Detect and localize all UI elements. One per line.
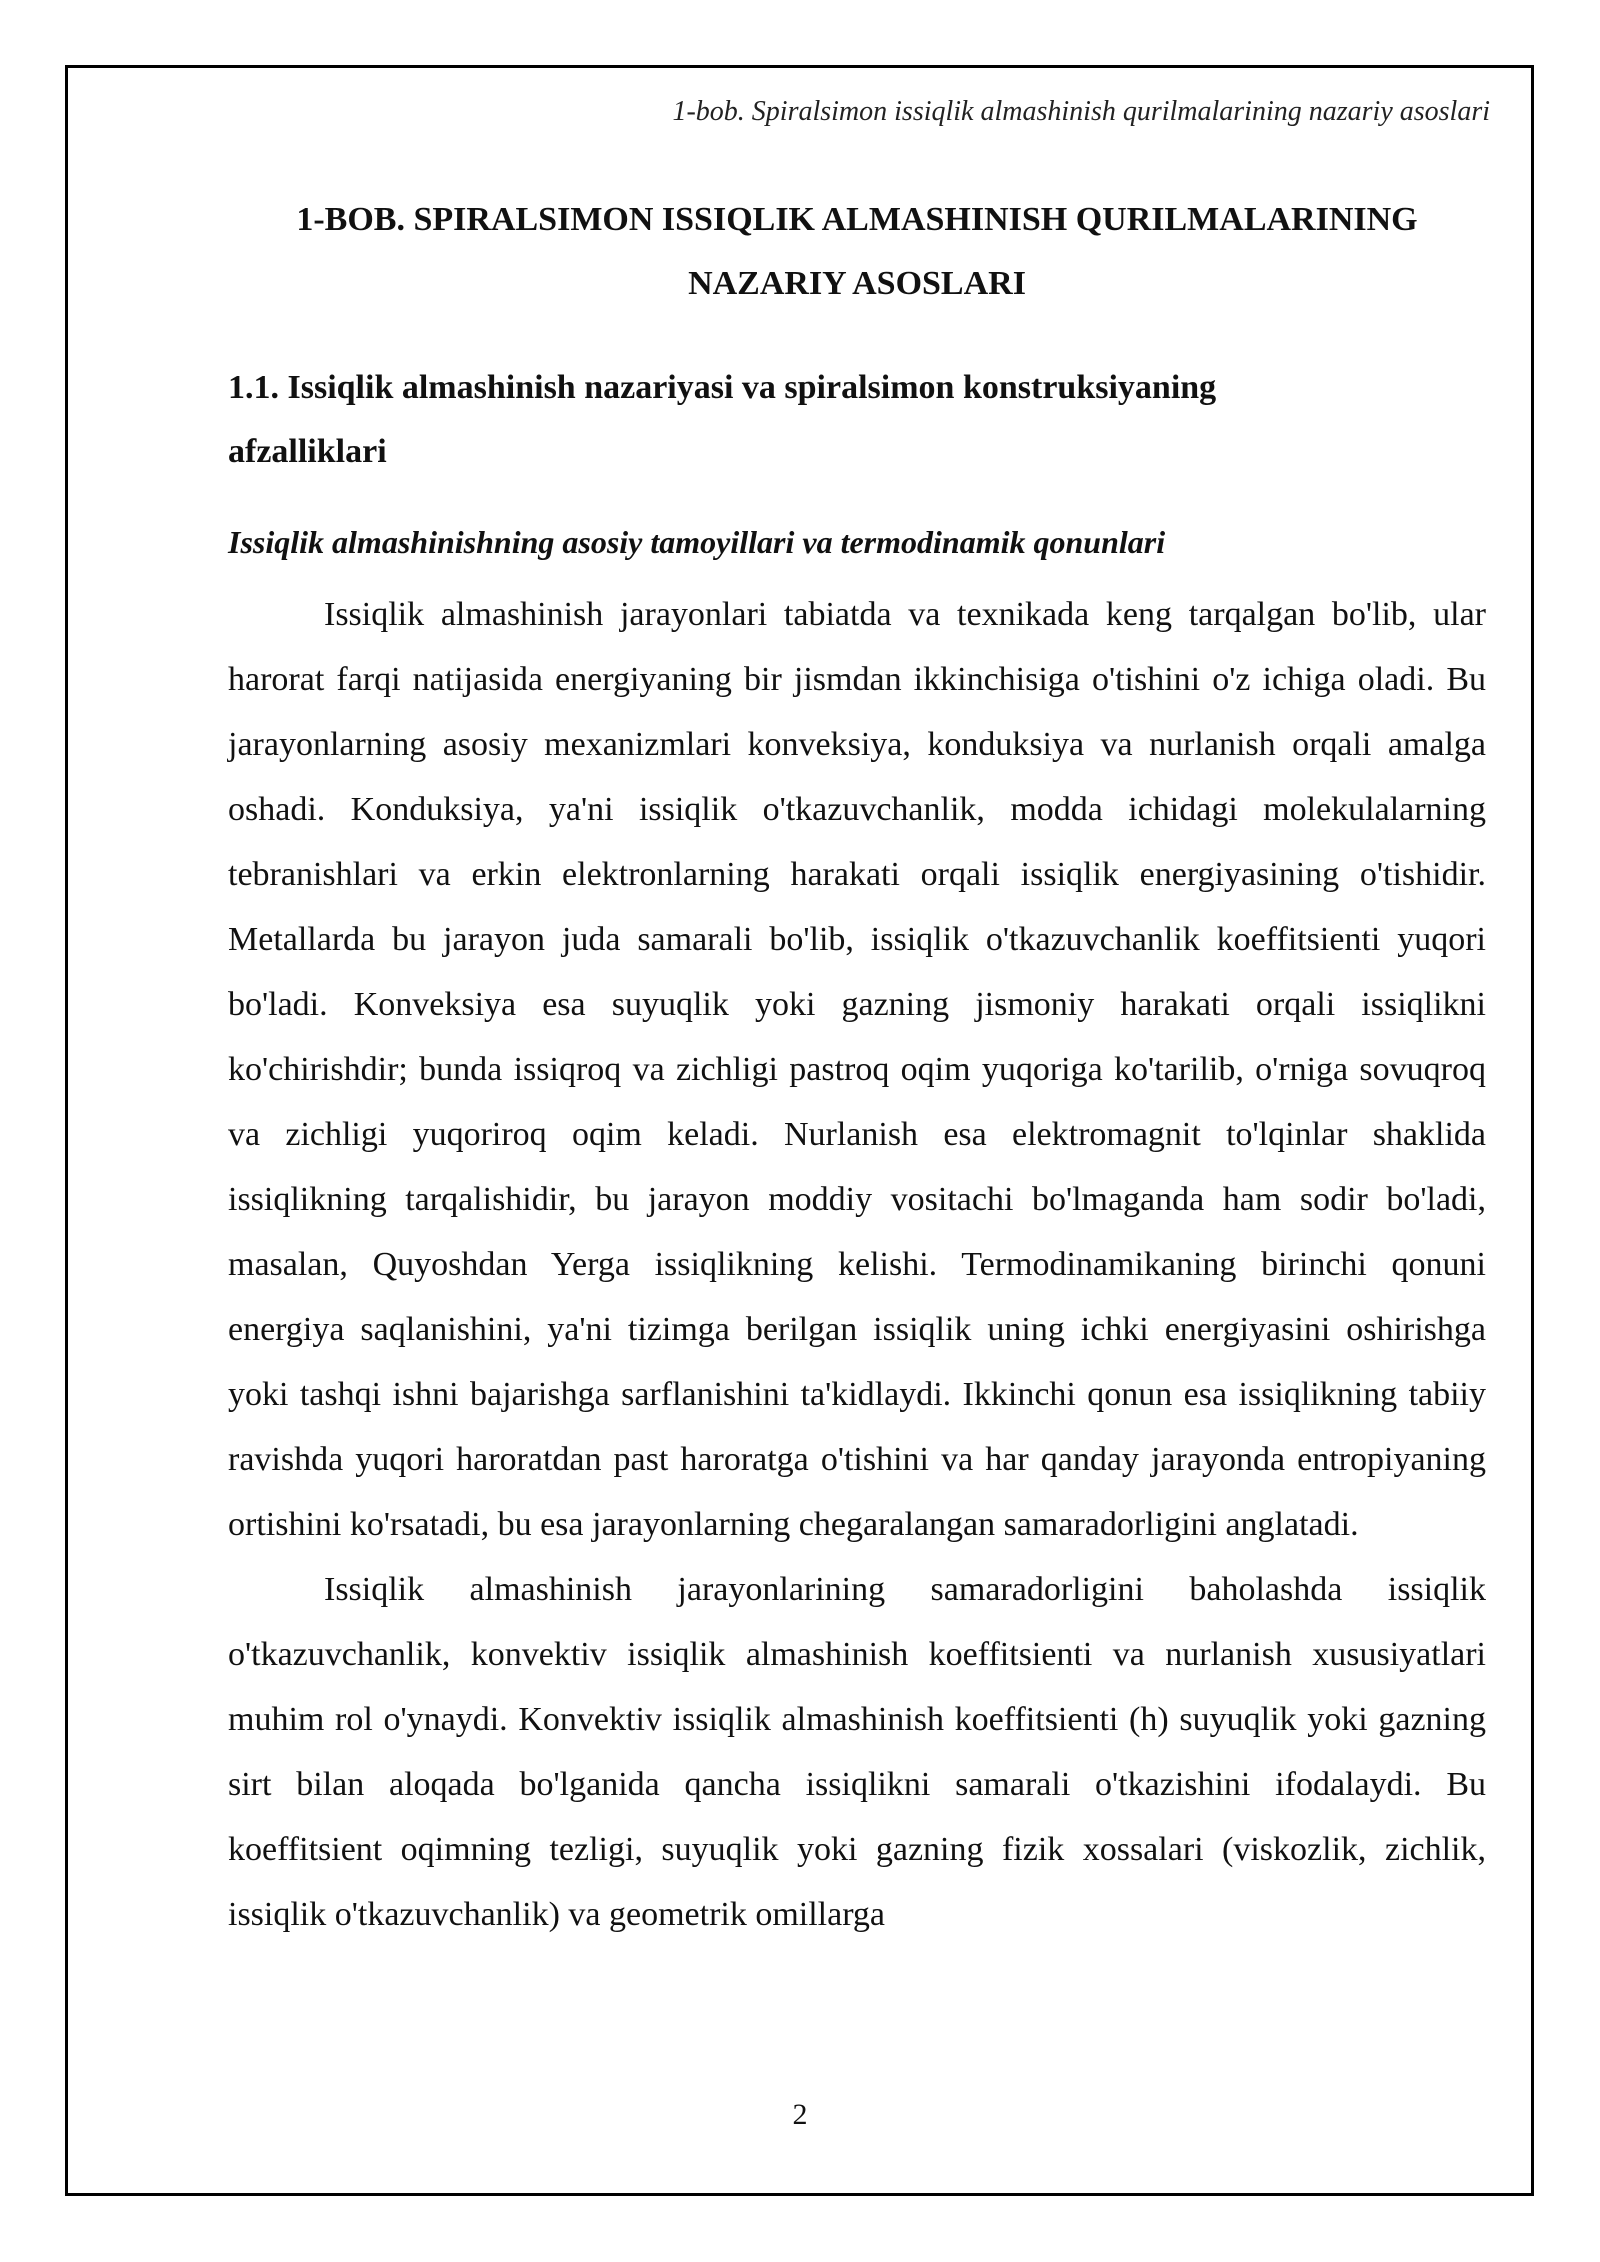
running-header: 1-bob. Spiralsimon issiqlik almashinish qurilmalarining nazariy asoslari bbox=[672, 96, 1490, 127]
page-number: 2 bbox=[792, 2098, 808, 2131]
subsection-title: Issiqlik almashinishning asosiy tamoyillari va termodinamik qonunlari bbox=[228, 524, 1166, 560]
chapter-title-line-1: 1-BOB. SPIRALSIMON ISSIQLIK ALMASHINISH QURILMALARINING bbox=[296, 201, 1418, 238]
section-title bbox=[228, 356, 1486, 484]
chapter-title-line-2: NAZARIY ASOSLARI bbox=[688, 265, 1026, 302]
paragraph-1: Issiqlik almashinish jarayonlari tabiatda va texnikada keng tarqalgan bo'lib, ular harorat farqi natijasida energiyaning bir jismdan ikkinchisiga o'tishini o'z ichiga oladi. Bu jarayonlarning asosiy mexanizmlari konveksiya, konduksiya va nurlanish orqali amalga oshadi. Konduksiya, ya'ni issiqlik o'tkazuvchanlik, modda ichidagi molekulalarning tebranishlari va erkin elektronlarning harakati orqali issiqlik energiyasining o'tishidir. Metallarda bu jarayon juda samarali bo'lib, issiqlik o'tkazuvchanlik koeffitsienti yuqori bo'ladi. Konveksiya esa suyuqlik yoki gazning jismoniy harakati orqali issiqlikni ko'chirishdir; bunda issiqroq va zichligi pastroq oqim yuqoriga ko'tarilib, o'rniga sovuqroq va zichligi yuqoriroq oqim keladi. Nurlanish esa elektromagnit to'lqinlar shaklida issiqlikning tarqalishidir, bu jarayon moddiy vositachi bo'lmaganda ham sodir bo'ladi, masalan, Quyoshdan Yerga issiqlikning kelishi. Termodinamikaning birinchi qonuni energiya saqlanishini, ya'ni tizimga berilgan issiqlik uning ichki energiyasini oshirishga yoki tashqi ishni bajarishga sarflanishini ta'kidlaydi. Ikkinchi qonun esa issiqlikning tabiiy ravishda yuqori haroratdan past haroratga o'tishini va har qanday jarayonda entropiyaning ortishini ko'rsatadi, bu esa jarayonlarning chegaralangan samaradorligini anglatadi. bbox=[228, 596, 1486, 1543]
section-title-line-2: afzalliklari bbox=[228, 433, 387, 470]
chapter-title bbox=[228, 188, 1486, 316]
body-text bbox=[228, 582, 1486, 1947]
paragraph-2: Issiqlik almashinish jarayonlarining samaradorligini baholashda issiqlik o'tkazuvchanlik, konvektiv issiqlik almashinish koeffitsienti va nurlanish xususiyatlari muhim rol o'ynaydi. Konvektiv issiqlik almashinish koeffitsienti (h) suyuqlik yoki gazning sirt bilan aloqada bo'lganida qancha issiqlikni samarali o'tkazishini ifodalaydi. Bu koeffitsient oqimning tezligi, suyuqlik yoki gazning fizik xossalari (viskozlik, zichlik, issiqlik o'tkazuvchanlik) va geometrik omillarga bbox=[228, 1571, 1486, 1933]
section-title-line-1: 1.1. Issiqlik almashinish nazariyasi va spiralsimon konstruksiyaning bbox=[228, 369, 1217, 406]
